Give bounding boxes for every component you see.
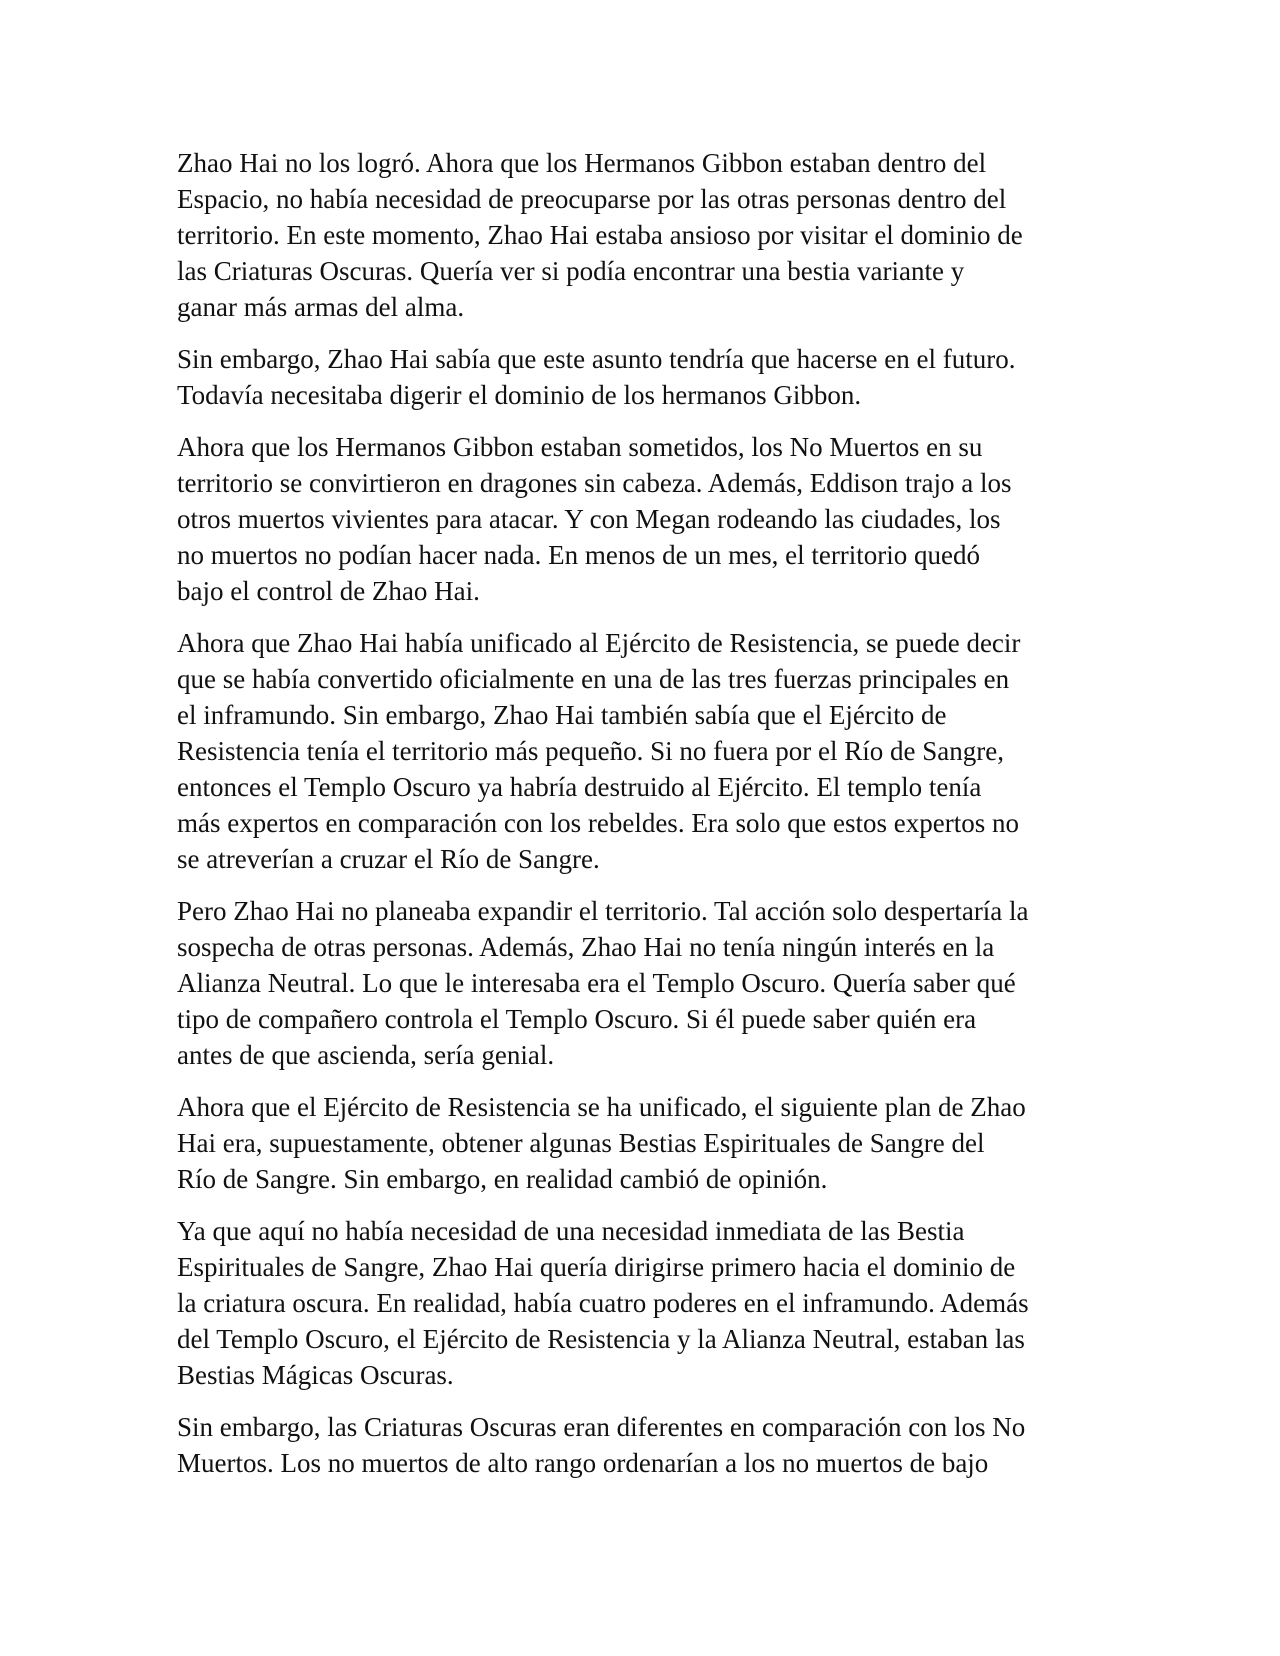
paragraph <box>177 341 1117 413</box>
text-line: tipo de compañero controla el Templo Oscuro. Si él puede saber quién era <box>177 1004 977 1034</box>
text-line: ganar más armas del alma. <box>177 292 465 322</box>
paragraph <box>177 625 1117 877</box>
paragraph <box>177 1213 1117 1393</box>
text-line: la criatura oscura. En realidad, había cuatro poderes en el inframundo. Además <box>177 1288 1029 1318</box>
text-line: Ahora que los Hermanos Gibbon estaban sometidos, los No Muertos en su <box>177 432 983 462</box>
text-line: más expertos en comparación con los rebeldes. Era solo que estos expertos no <box>177 808 1019 838</box>
paragraph <box>177 429 1117 609</box>
text-line: antes de que ascienda, sería genial. <box>177 1040 555 1070</box>
paragraph <box>177 893 1117 1073</box>
text-line: entonces el Templo Oscuro ya habría destruido al Ejército. El templo tenía <box>177 772 982 802</box>
text-line: Alianza Neutral. Lo que le interesaba era el Templo Oscuro. Quería saber qué <box>177 968 1016 998</box>
text-line: sospecha de otras personas. Además, Zhao Hai no tenía ningún interés en la <box>177 932 995 962</box>
text-line: Sin embargo, las Criaturas Oscuras eran diferentes en comparación con los No <box>177 1412 1026 1442</box>
paragraph <box>177 1089 1117 1197</box>
text-line: Hai era, supuestamente, obtener algunas Bestias Espirituales de Sangre del <box>177 1128 985 1158</box>
text-line: Bestias Mágicas Oscuras. <box>177 1360 454 1390</box>
text-line: Pero Zhao Hai no planeaba expandir el territorio. Tal acción solo despertaría la <box>177 896 1029 926</box>
text-line: otros muertos vivientes para atacar. Y con Megan rodeando las ciudades, los <box>177 504 1001 534</box>
text-line: que se había convertido oficialmente en una de las tres fuerzas principales en <box>177 664 1010 694</box>
text-line: Ya que aquí no había necesidad de una necesidad inmediata de las Bestia <box>177 1216 965 1246</box>
text-line: Muertos. Los no muertos de alto rango ordenarían a los no muertos de bajo <box>177 1448 989 1478</box>
document-body <box>177 145 1117 1497</box>
text-line: Río de Sangre. Sin embargo, en realidad cambió de opinión. <box>177 1164 828 1194</box>
text-line: no muertos no podían hacer nada. En menos de un mes, el territorio quedó <box>177 540 981 570</box>
text-line: Sin embargo, Zhao Hai sabía que este asunto tendría que hacerse en el futuro. <box>177 344 1016 374</box>
text-line: se atreverían a cruzar el Río de Sangre. <box>177 844 600 874</box>
text-line: territorio. En este momento, Zhao Hai estaba ansioso por visitar el dominio de <box>177 220 1023 250</box>
text-line: Zhao Hai no los logró. Ahora que los Hermanos Gibbon estaban dentro del <box>177 148 987 178</box>
text-line: Todavía necesitaba digerir el dominio de los hermanos Gibbon. <box>177 380 862 410</box>
text-line: del Templo Oscuro, el Ejército de Resistencia y la Alianza Neutral, estaban las <box>177 1324 1025 1354</box>
paragraph <box>177 1409 1117 1481</box>
text-line: el inframundo. Sin embargo, Zhao Hai también sabía que el Ejército de <box>177 700 947 730</box>
text-line: Resistencia tenía el territorio más pequeño. Si no fuera por el Río de Sangre, <box>177 736 1005 766</box>
text-line: Espacio, no había necesidad de preocuparse por las otras personas dentro del <box>177 184 1007 214</box>
paragraph <box>177 145 1117 325</box>
text-line: territorio se convirtieron en dragones sin cabeza. Además, Eddison trajo a los <box>177 468 1012 498</box>
text-line: las Criaturas Oscuras. Quería ver si podía encontrar una bestia variante y <box>177 256 965 286</box>
text-line: Espirituales de Sangre, Zhao Hai quería dirigirse primero hacia el dominio de <box>177 1252 1016 1282</box>
text-line: bajo el control de Zhao Hai. <box>177 576 480 606</box>
text-line: Ahora que el Ejército de Resistencia se ha unificado, el siguiente plan de Zhao <box>177 1092 1026 1122</box>
text-line: Ahora que Zhao Hai había unificado al Ejército de Resistencia, se puede decir <box>177 628 1021 658</box>
